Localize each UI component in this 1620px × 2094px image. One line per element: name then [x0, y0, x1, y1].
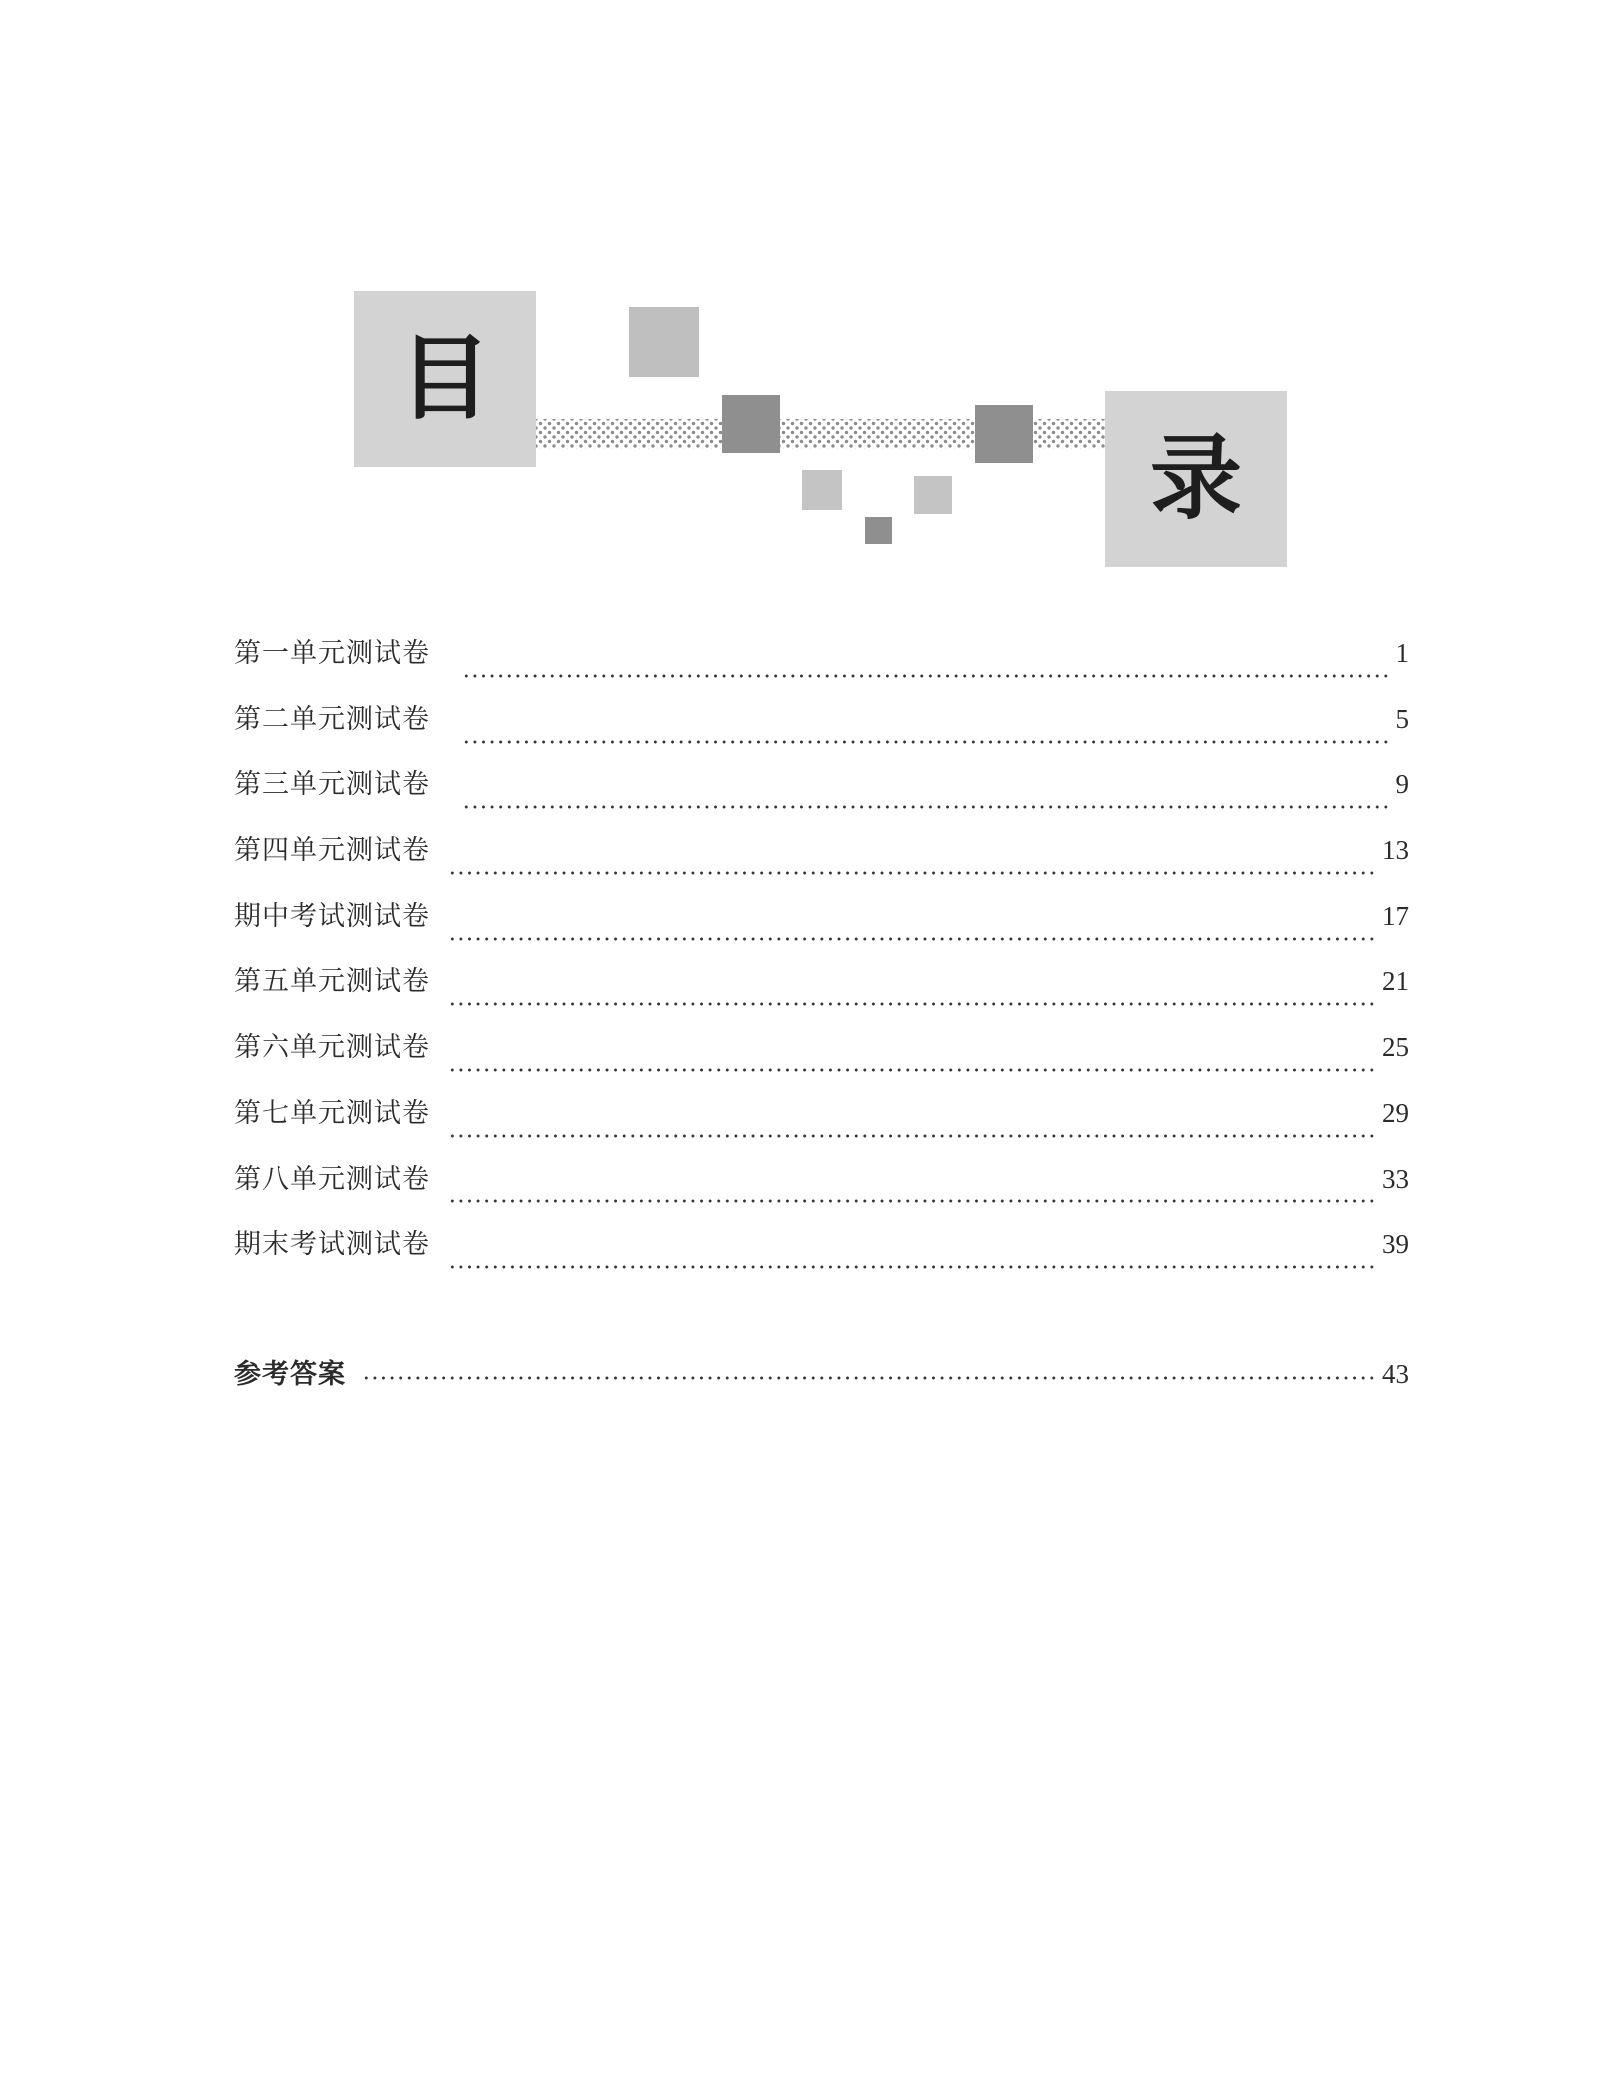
dot-leader [448, 871, 1374, 875]
title-char-right: 录 [1149, 425, 1242, 532]
toc-entry-label: 第五单元测试卷 [234, 966, 430, 998]
toc-entry-label: 第二单元测试卷 [234, 703, 430, 735]
toc-entry-page: 1 [1395, 638, 1409, 668]
toc-entry[interactable] [234, 1034, 1409, 1100]
toc-entry-label: 期末考试测试卷 [234, 1229, 430, 1261]
toc-entry[interactable] [234, 1163, 1409, 1232]
decor-square-dark [975, 405, 1033, 463]
toc-entry-page: 17 [1382, 900, 1409, 931]
toc-entry-label: 第三单元测试卷 [234, 769, 430, 801]
toc-entry[interactable] [234, 703, 1409, 772]
toc-entry-page: 5 [1395, 703, 1409, 734]
dot-leader [448, 1265, 1374, 1269]
toc-entry-label: 第八单元测试卷 [234, 1163, 430, 1195]
toc-entry-label: 第一单元测试卷 [234, 638, 430, 669]
dot-leader [462, 674, 1388, 678]
decor-square-light [802, 470, 842, 510]
dot-leader [448, 1134, 1374, 1138]
decor-square-light [914, 476, 952, 514]
toc-entry-label: 第六单元测试卷 [234, 1032, 430, 1064]
toc-entry[interactable] [234, 900, 1409, 969]
toc-header [0, 0, 1620, 600]
decor-square-dark [865, 517, 892, 544]
toc-entry-page: 33 [1382, 1163, 1409, 1194]
toc-entry-page: 21 [1382, 966, 1409, 997]
dot-leader [362, 1376, 1374, 1380]
toc-entry-label: 期中考试测试卷 [234, 900, 430, 932]
toc-entry-page: 29 [1382, 1097, 1409, 1128]
toc-entry-page: 25 [1382, 1032, 1409, 1063]
decor-square-dark [722, 395, 780, 453]
dot-leader [462, 805, 1388, 809]
dot-leader [448, 937, 1374, 941]
toc-entry-label: 第四单元测试卷 [234, 835, 430, 867]
title-box-left [354, 291, 536, 467]
toc-entry-page: 9 [1395, 769, 1409, 800]
answers-page: 43 [1382, 1359, 1409, 1389]
dot-leader [448, 1199, 1374, 1203]
title-char-left: 目 [398, 325, 491, 432]
toc-entry-page: 39 [1382, 1229, 1409, 1260]
toc-entry-label: 第七单元测试卷 [234, 1097, 430, 1129]
toc-entry[interactable] [234, 640, 1409, 706]
answers-label: 参考答案 [234, 1359, 346, 1390]
toc-entry[interactable] [234, 1231, 1409, 1297]
dot-leader [448, 1002, 1374, 1006]
decor-square-light [629, 307, 699, 377]
dot-leader [448, 1068, 1374, 1072]
dot-leader [462, 740, 1388, 744]
toc-entry-page: 13 [1382, 835, 1409, 866]
title-box-right [1105, 391, 1287, 567]
table-of-contents [234, 640, 1409, 1297]
toc-entry[interactable] [234, 1097, 1409, 1166]
toc-entry[interactable] [234, 968, 1409, 1034]
toc-entry[interactable] [234, 771, 1409, 837]
toc-entry-answers[interactable] [234, 1361, 1409, 1388]
toc-entry[interactable] [234, 837, 1409, 903]
